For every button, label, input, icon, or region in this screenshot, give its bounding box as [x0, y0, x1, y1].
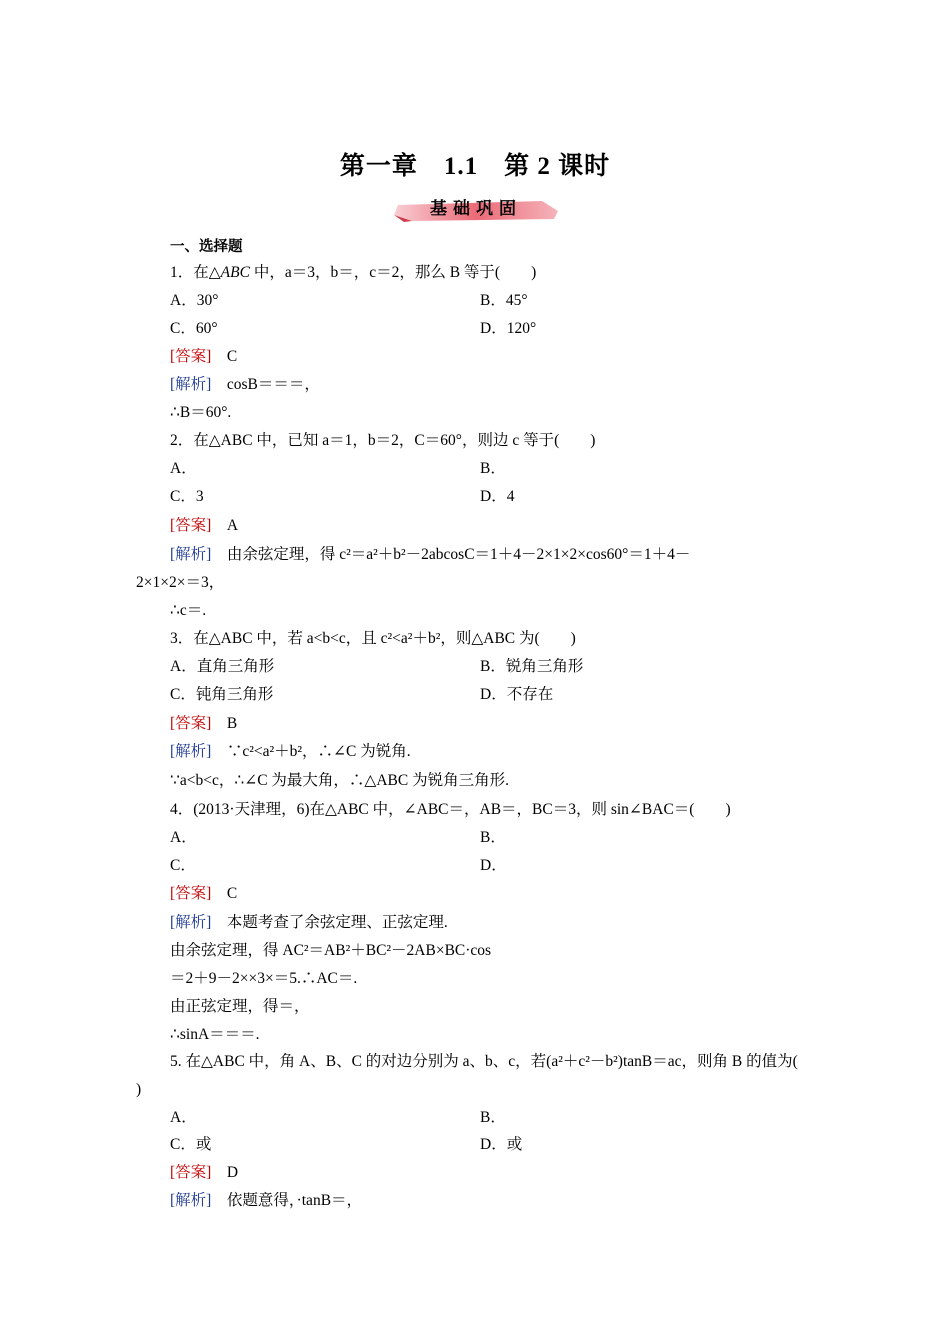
section-heading: 一、选择题 [170, 239, 243, 255]
question-2-options-cd: C．3 D．4 [170, 488, 515, 505]
question-1-stem: 1．在△ABC 中，a＝3，b＝，c＝2，那么 B 等于( ) [170, 264, 537, 281]
question-3-answer: [答案] B [170, 715, 238, 732]
question-4-stem: 4．(2013·天津理，6)在△ABC 中，∠ABC＝，AB＝，BC＝3，则 sin∠BAC＝( ) [170, 801, 731, 818]
question-1-options-cd: C．60° D．120° [170, 320, 537, 337]
question-2-stem: 2．在△ABC 中，已知 a＝1，b＝2，C＝60°，则边 c 等于( ) [170, 432, 596, 449]
question-5-answer: [答案] D [170, 1164, 239, 1181]
question-2-options-ab: A． B． [170, 460, 506, 477]
question-1-answer: [答案] C [170, 348, 238, 365]
question-4-explanation-3: ＝2＋9－2××3×＝5.∴AC＝. [170, 970, 358, 987]
question-3-explanation-2: ∵a<b<c，∴∠C 为最大角，∴△ABC 为锐角三角形. [170, 772, 509, 789]
question-4-explanation: [解析] 本题考查了余弦定理、正弦定理. [170, 914, 448, 931]
section-banner [392, 193, 560, 223]
question-4-answer: [答案] C [170, 885, 238, 902]
question-3-explanation: [解析] ∵c²<a²＋b²，∴∠C 为锐角. [170, 743, 411, 760]
page-title: 第一章 1.1 第 2 课时 [339, 153, 611, 180]
question-2-answer: [答案] A [170, 517, 239, 534]
question-2-explanation-2: 2×1×2×＝3， [136, 574, 225, 591]
question-5-stem: 5. 在△ABC 中，角 A、B、C 的对边分别为 a、b、c，若(a²＋c²－b²)tanB＝ac，则角 B 的值为( [170, 1053, 798, 1070]
question-3-stem: 3．在△ABC 中，若 a<b<c，且 c²<a²＋b²，则△ABC 为( ) [170, 630, 576, 647]
question-1-explanation-2: ∴B＝60°. [170, 404, 232, 421]
question-4-explanation-2: 由余弦定理，得 AC²＝AB²＋BC²－2AB×BC·cos [170, 942, 492, 959]
question-4-options-cd: C． D． [170, 857, 507, 874]
question-5-options-cd: C．或 D．或 [170, 1136, 523, 1153]
question-3-options-cd: C．钝角三角形 D．不存在 [170, 686, 554, 703]
question-5-options-ab: A． B． [170, 1109, 506, 1126]
question-1-options-ab: A．30° B．45° [170, 292, 528, 309]
question-5-explanation: [解析] 依题意得，·tanB＝， [170, 1192, 363, 1209]
question-4-explanation-5: ∴sinA＝＝＝. [170, 1026, 260, 1043]
question-4-explanation-4: 由正弦定理，得＝， [170, 998, 310, 1015]
banner-text: 基础巩固 [430, 199, 522, 219]
question-5-stem-2: ) [136, 1081, 142, 1098]
question-4-options-ab: A． B． [170, 829, 506, 846]
question-1-explanation: [解析] cosB＝＝＝， [170, 376, 320, 393]
question-3-options-ab: A．直角三角形 B．锐角三角形 [170, 658, 584, 675]
question-2-explanation-3: ∴c＝. [170, 602, 207, 619]
question-2-explanation: [解析] 由余弦定理，得 c²＝a²＋b²－2abcosC＝1＋4－2×1×2×cos60°＝1＋4－ [170, 546, 691, 563]
